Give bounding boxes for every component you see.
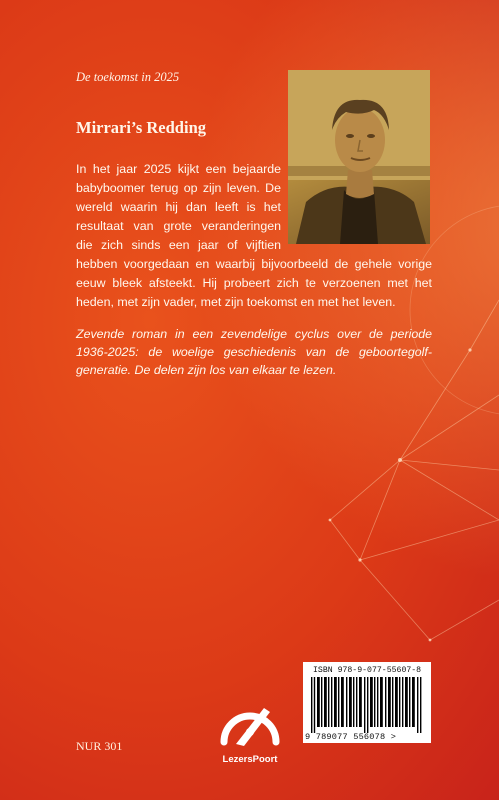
isbn-number: ISBN 978-9-077-55607-8: [313, 666, 422, 675]
publisher-name: LezersPoort: [222, 754, 278, 765]
blurb-line: In het jaar 2025 kijkt een bejaarde: [76, 162, 281, 176]
book-title: Mirrari’s Redding: [76, 118, 206, 137]
blurb-text: [76, 160, 432, 312]
series-note: [76, 325, 432, 379]
series-label: De toekomst in 2025: [76, 70, 180, 84]
blurb-line: die zich sinds een jaar of vijftien: [76, 238, 281, 252]
barcode-icon: [311, 677, 423, 733]
blurb-line: wereld waarin hij dan leeft is het: [76, 200, 281, 214]
note-line: Zevende roman in een zevendelige cyclus over de periode: [76, 327, 432, 341]
note-line: generatie. De delen zijn los van elkaar te lezen.: [76, 363, 337, 377]
note-line: 1936-2025: de woelige geschiedenis van de geboortegolf-: [76, 345, 432, 359]
blurb-line: babyboomer terug op zijn leven. De: [76, 181, 281, 195]
blurb-line: eeuw bleek afsteekt. Hij probeert zich te verzoenen met het: [76, 276, 432, 290]
ean-digits: 9 789077 556078 >: [305, 732, 397, 742]
barcode-panel: [303, 662, 431, 743]
nur-code: NUR 301: [76, 739, 123, 753]
blurb-line: heden, met zijn vader, met zijn toekomst en met het leven.: [76, 295, 396, 309]
blurb-line: resultaat van grote veranderingen: [76, 219, 281, 233]
lezerspoort-logo-icon: [214, 688, 286, 754]
blurb-line: hebben voorgedaan en waarbij bijvoorbeeld de gehele vorige: [76, 257, 432, 271]
publisher-logo: [214, 688, 286, 776]
